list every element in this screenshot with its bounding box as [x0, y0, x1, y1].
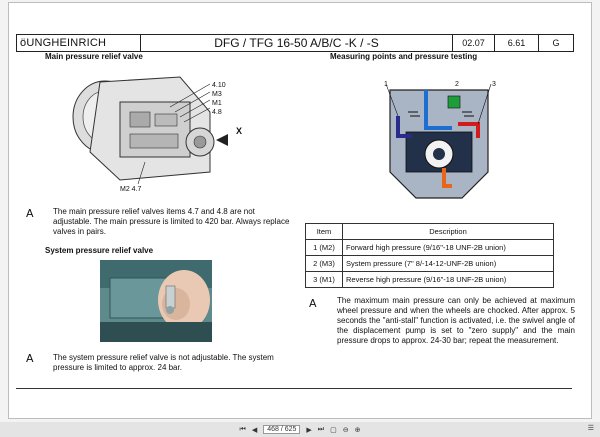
page-number-input[interactable]: 468 / 625: [263, 425, 300, 434]
first-page-icon[interactable]: ⏮: [239, 425, 246, 433]
viewer-menu-icon[interactable]: ☰: [587, 425, 594, 432]
table-cell: 1 (M2): [306, 240, 343, 256]
pump-illustration: [60, 62, 260, 197]
footer-rule: [16, 388, 572, 389]
bottom-callouts: M2 4.7: [120, 186, 142, 193]
callout-list: [212, 81, 226, 117]
info-marker: A: [26, 207, 34, 220]
table-cell: Reverse high pressure (9/16"-18 UNF-2B union): [343, 272, 554, 288]
table-header-row: [306, 224, 554, 240]
system-valve-title: System pressure relief valve: [45, 246, 154, 255]
hydraulic-diagram: [378, 76, 500, 204]
viewer-toolbar: [0, 422, 600, 437]
section-letter: G: [552, 38, 560, 48]
relief-valve-title: Main pressure relief valve: [45, 52, 143, 61]
table-cell: System pressure (7" 8/-14-12-UNF-2B union): [343, 256, 554, 272]
table-row: [306, 272, 554, 288]
pressure-note-text: The maximum main pressure can only be achieved at maximum wheel pressure and when the wheels are chocked. After approx. 5 seconds the "anti-stall" function is activated, i.e. the swivel angle of the displacement pump is set to "zero supply" and the main pressure drops to approx. 24-30 bar; repeat the measurement.: [337, 296, 575, 345]
document-date: 02.07: [453, 35, 495, 51]
diagram-label: 1: [384, 81, 388, 88]
last-page-icon[interactable]: ⏭: [317, 425, 325, 433]
info-marker: A: [309, 297, 317, 310]
table-row: [306, 240, 554, 256]
system-valve-text: The system pressure relief valve is not adjustable. The system pressure is limited to approx. 24 bar.: [53, 353, 274, 372]
page-reference: 6.61: [495, 35, 539, 51]
page-header: [16, 34, 574, 52]
callout-label: 4.10: [212, 82, 226, 89]
diagram-label: 3: [492, 81, 496, 88]
zoom-in-icon[interactable]: ⊕: [354, 426, 361, 434]
zoom-out-icon[interactable]: ⊖: [342, 426, 349, 434]
measuring-title: Measuring points and pressure testing: [330, 52, 478, 61]
valve-photo: [100, 260, 212, 342]
brand-name: öUNGHEINRICH: [17, 35, 141, 51]
column-header: Description: [343, 224, 554, 240]
fit-page-icon[interactable]: ▢: [330, 426, 337, 434]
callout-x: X: [236, 126, 243, 136]
table-cell: 2 (M3): [306, 256, 343, 272]
next-page-icon[interactable]: ▶: [306, 426, 312, 434]
diagram-label: 2: [455, 81, 459, 88]
table-cell: 3 (M1): [306, 272, 343, 288]
callout-label: M3: [212, 91, 222, 98]
document-title: DFG / TFG 16-50 A/B/C -K / -S: [141, 35, 453, 51]
callout-label: 4.8: [212, 109, 222, 116]
table-row: [306, 256, 554, 272]
relief-valve-text: The main pressure relief valves items 4.7 and 4.8 are not adjustable. The main pressure is limited to 420 bar. Always replace valves in pairs.: [53, 207, 290, 236]
callout-label: M1: [212, 100, 222, 107]
info-marker: A: [26, 352, 34, 365]
prev-page-icon[interactable]: ◀: [251, 426, 258, 434]
column-header: Item: [306, 224, 343, 240]
measuring-points-table: [305, 223, 554, 288]
table-cell: Forward high pressure (9/16"-18 UNF-2B union): [343, 240, 554, 256]
